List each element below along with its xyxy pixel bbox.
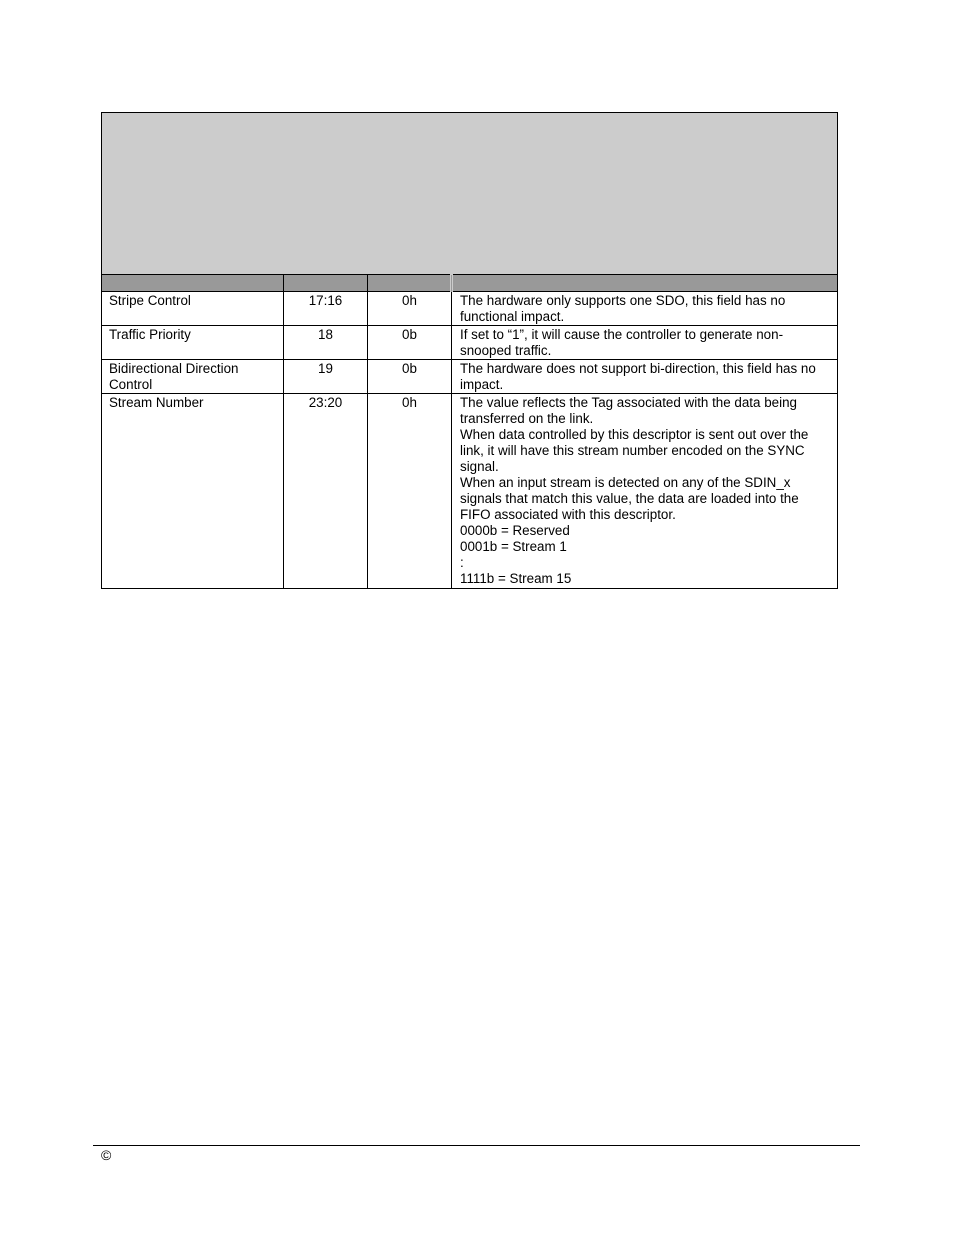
description-line: When an input stream is detected on any of the SDIN_x signals that match this value, the data are loaded into the FIFO associated with this descriptor. [460, 475, 799, 522]
table-header-row [102, 275, 838, 292]
description-line: 1111b = Stream 15 [460, 571, 572, 586]
description-line: 0001b = Stream 1 [460, 539, 567, 554]
register-field-table [101, 112, 838, 589]
table-row-bidirectional-control [102, 360, 838, 394]
header-bits [284, 275, 368, 292]
header-name [102, 275, 284, 292]
description-line: The value reflects the Tag associated with the data being transferred on the link. [460, 395, 797, 426]
description-line: : [460, 555, 464, 570]
field-bits: 17:16 [284, 292, 368, 326]
field-description [452, 394, 838, 589]
field-name: Stripe Control [102, 292, 284, 326]
field-bits: 18 [284, 326, 368, 360]
field-default: 0h [368, 394, 452, 589]
table-banner [102, 113, 838, 275]
table-row-traffic-priority [102, 326, 838, 360]
field-name: Stream Number [102, 394, 284, 589]
field-default: 0b [368, 326, 452, 360]
footer-divider [93, 1145, 860, 1146]
field-description [452, 292, 838, 326]
header-default [368, 275, 452, 292]
table-row-stripe-control [102, 292, 838, 326]
field-bits: 19 [284, 360, 368, 394]
field-name: Traffic Priority [102, 326, 284, 360]
header-description [452, 275, 838, 292]
description-line: When data controlled by this descriptor is sent out over the link, it will have this stream number encoded on the SYNC signal. [460, 427, 809, 474]
description-line: 0000b = Reserved [460, 523, 570, 538]
field-description [452, 360, 838, 394]
field-description [452, 326, 838, 360]
description-line: The hardware does not support bi-direction, this field has no impact. [460, 361, 816, 392]
field-bits: 23:20 [284, 394, 368, 589]
copyright-symbol: © [101, 1147, 112, 1163]
table-banner-row [102, 113, 838, 275]
field-default: 0b [368, 360, 452, 394]
table-row-stream-number [102, 394, 838, 589]
description-line: If set to “1”, it will cause the controller to generate non-snooped traffic. [460, 327, 784, 358]
description-line: The hardware only supports one SDO, this field has no functional impact. [460, 293, 786, 324]
field-name: Bidirectional Direction Control [102, 360, 284, 394]
field-default: 0h [368, 292, 452, 326]
